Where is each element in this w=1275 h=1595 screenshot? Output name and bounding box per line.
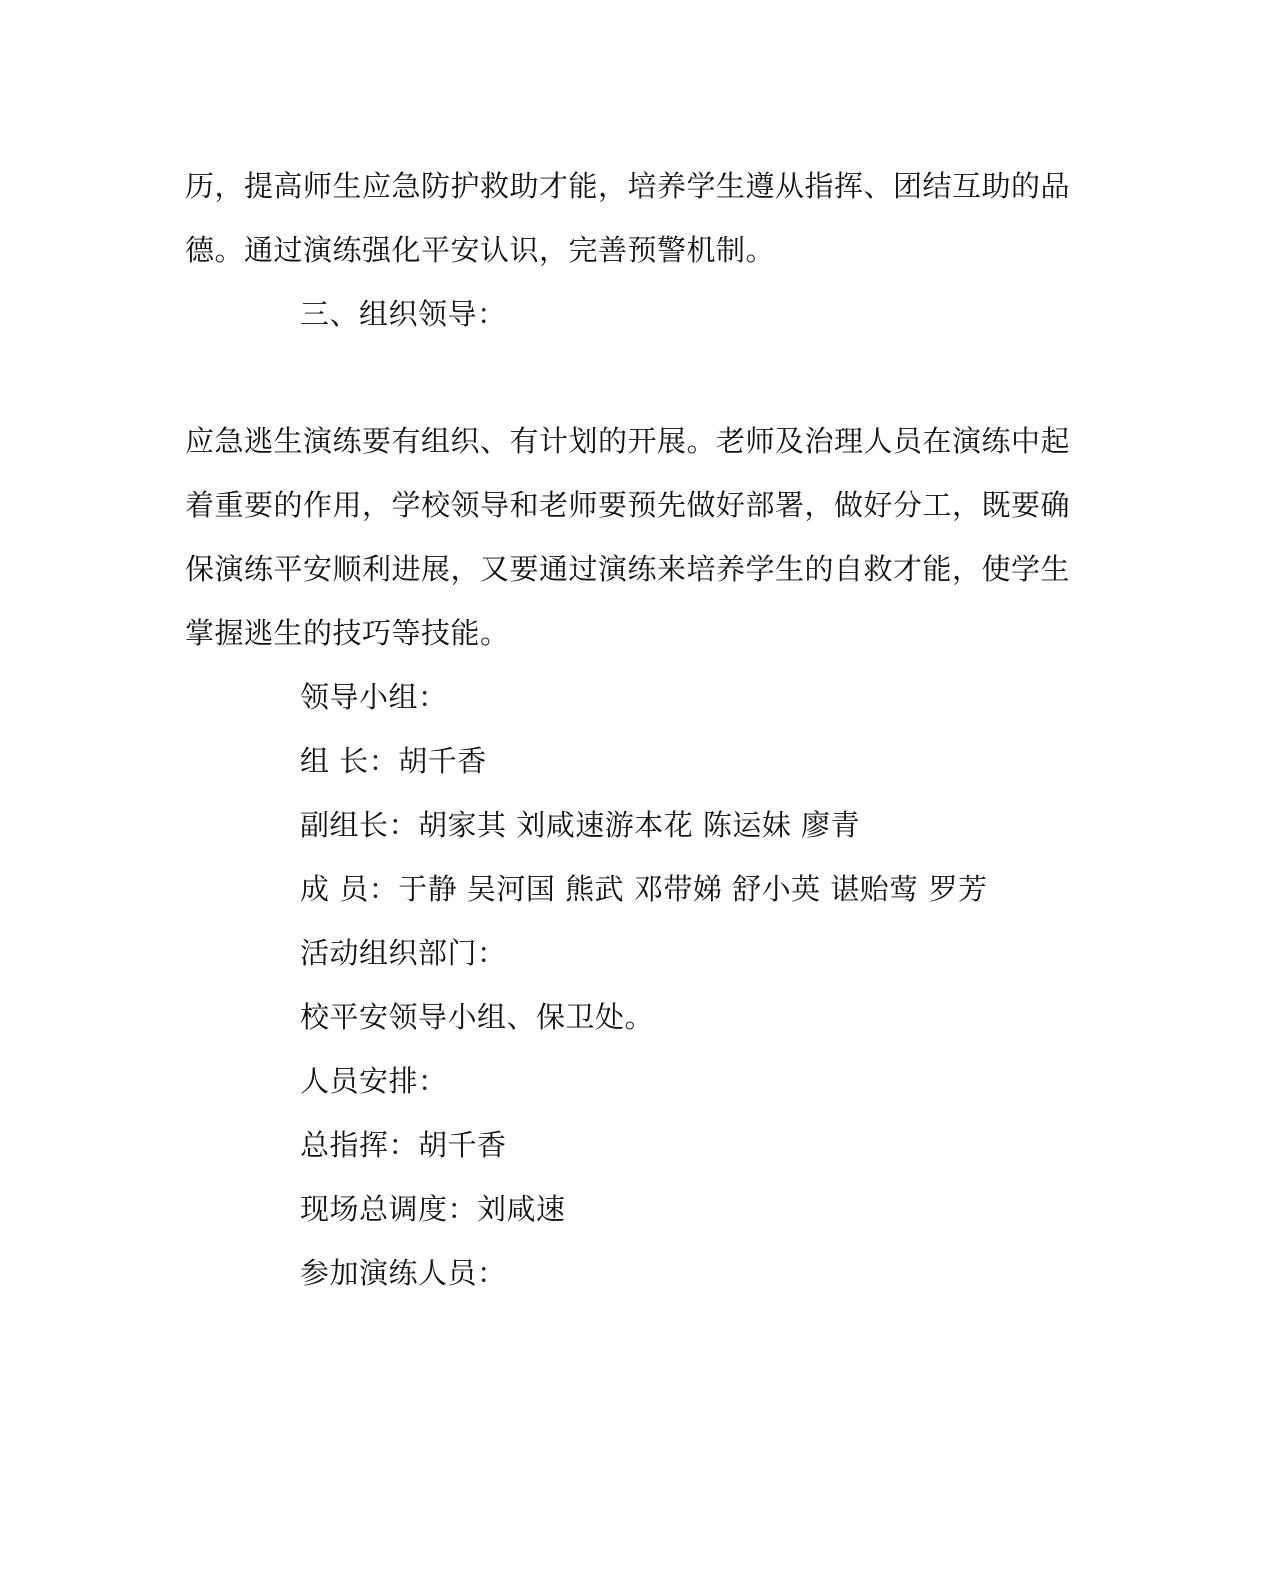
dispatcher-line: 现场总调度：刘咸速 (300, 1192, 566, 1226)
paragraph-line: 着重要的作用，学校领导和老师要预先做好部署，做好分工，既要确 (185, 488, 1071, 522)
commander-line: 总指挥：胡千香 (300, 1128, 507, 1162)
leadership-heading: 领导小组： (300, 680, 448, 714)
participants-line: 参加演练人员： (300, 1256, 507, 1290)
paragraph-line: 掌握逃生的技巧等技能。 (185, 616, 510, 650)
paragraph-line: 德。通过演练强化平安认识，完善预警机制。 (185, 233, 776, 267)
paragraph-line: 保演练平安顺利进展，又要通过演练来培养学生的自救才能，使学生 (185, 552, 1071, 586)
organizer-value: 校平安领导小组、保卫处。 (300, 1000, 655, 1034)
leader-line: 组 长：胡千香 (300, 744, 487, 778)
staffing-heading: 人员安排： (300, 1064, 448, 1098)
organizer-heading: 活动组织部门： (300, 936, 507, 970)
paragraph-line: 应急逃生演练要有组织、有计划的开展。老师及治理人员在演练中起 (185, 424, 1071, 458)
section-heading: 三、组织领导： (300, 297, 507, 331)
paragraph-line: 历，提高师生应急防护救助才能，培养学生遵从指挥、团结互助的品 (185, 169, 1071, 203)
members-line: 成 员：于静 吴河国 熊武 邓带娣 舒小英 谌贻莺 罗芳 (300, 872, 988, 906)
deputy-line: 副组长：胡家其 刘咸速游本花 陈运妹 廖青 (300, 808, 861, 842)
